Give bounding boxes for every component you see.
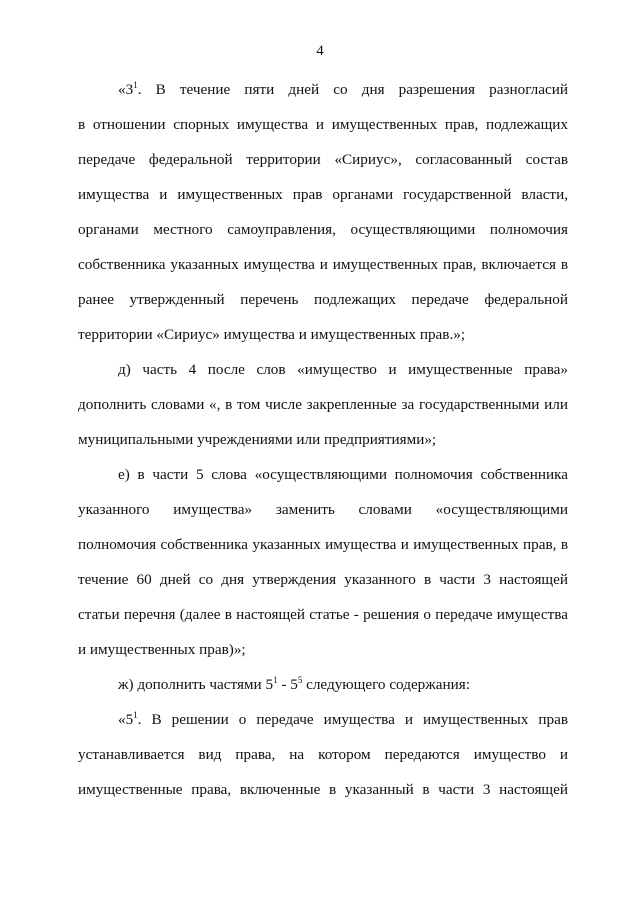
paragraph-e-line-1: е) в части 5 слова «осуществляющими полномочия собственника	[118, 466, 568, 483]
page-number: 4	[316, 43, 324, 59]
paragraph-3-1-line-5: органами местного самоуправления, осуществляющими полномочия	[78, 221, 568, 238]
paragraph-e-line-5: статьи перечня (далее в настоящей статье - решения о передаче имущества	[78, 606, 568, 623]
paragraph-d-line-3: муниципальными учреждениями или предприятиями»;	[78, 431, 437, 448]
paragraph-d-line-2: дополнить словами «, в том числе закрепленные за государственными или	[78, 396, 568, 413]
paragraph-5-1-line-2: устанавливается вид права, на котором передаются имущество и	[78, 746, 568, 763]
paragraph-3-1-line-4: имущества и имущественных прав органами государственной власти,	[78, 186, 568, 203]
paragraph-5-1-line-3: имущественные права, включенные в указанный в части 3 настоящей	[78, 781, 568, 798]
paragraph-e-line-3: полномочия собственника указанных имущества и имущественных прав, в	[78, 536, 568, 553]
paragraph-3-1-line-6: собственника указанных имущества и имущественных прав, включается в	[78, 256, 568, 273]
paragraph-zh-line-1: ж) дополнить частями $5^1 - 5^5$ следующего содержания:	[118, 675, 470, 693]
paragraph-e-line-2: указанного имущества» заменить словами «осуществляющими	[78, 501, 568, 518]
paragraph-e-line-6: и имущественных прав)»;	[78, 641, 246, 658]
paragraph-3-1-line-8: территории «Сириус» имущества и имущественных прав.»;	[78, 326, 466, 343]
paragraph-3-1-line-2: в отношении спорных имущества и имущественных прав, подлежащих	[78, 116, 568, 133]
paragraph-3-1-line-1: «$3^1$. В течение пяти дней со дня разрешения разногласий	[118, 80, 568, 98]
paragraph-d-line-1: д) часть 4 после слов «имущество и имущественные права»	[118, 361, 568, 378]
paragraph-e-line-4: течение 60 дней со дня утверждения указанного в части 3 настоящей	[78, 571, 568, 588]
paragraph-3-1-line-7: ранее утвержденный перечень подлежащих передаче федеральной	[78, 291, 568, 308]
paragraph-5-1-line-1: «$5^1$. В решении о передаче имущества и имущественных прав	[118, 710, 568, 728]
paragraph-3-1-line-3: передаче федеральной территории «Сириус», согласованный состав	[78, 151, 568, 168]
